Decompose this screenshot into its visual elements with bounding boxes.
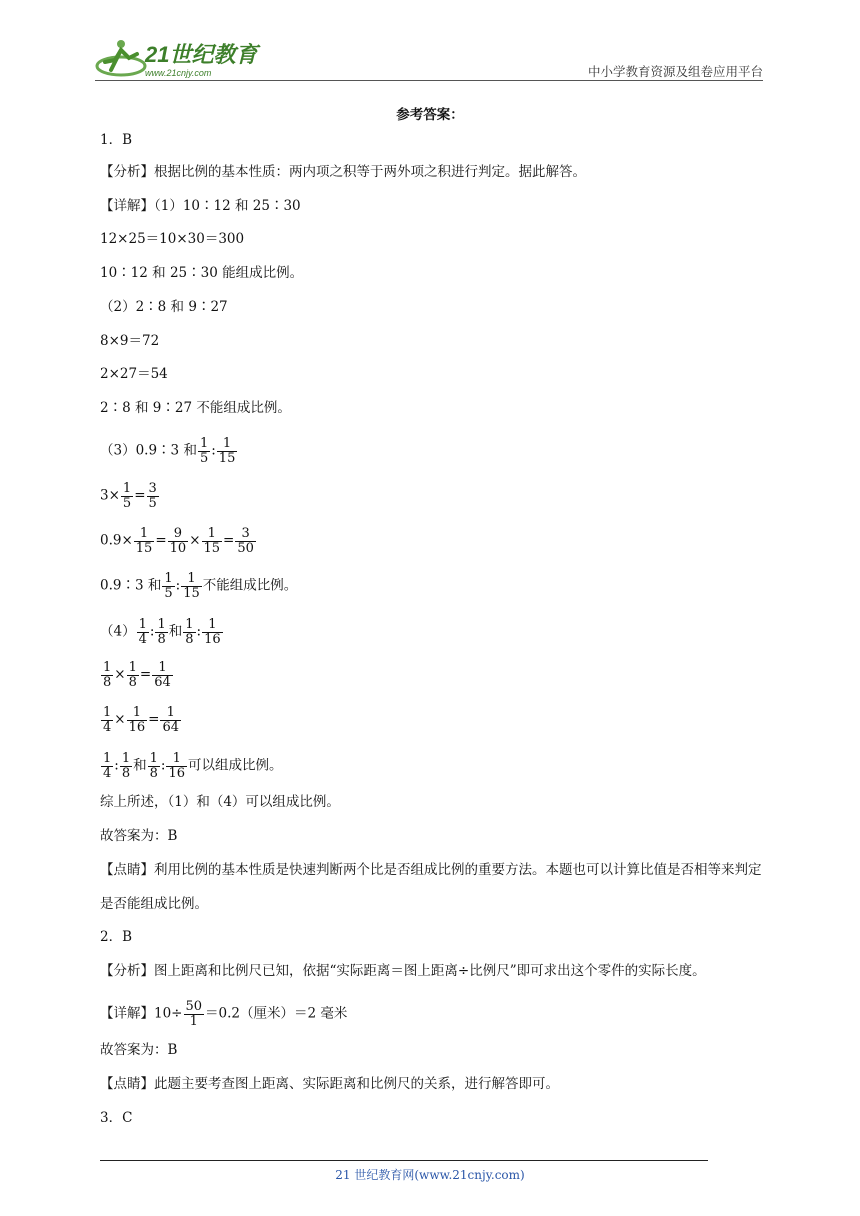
result-suffix: 可以组成比例。 [188,757,283,774]
detail-suffix: ＝0.2（厘米）＝2 毫米 [205,1005,348,1022]
q1-part4-result: $\frac{1}{4}$ : $\frac{1}{8}$ 和 $\frac{1}{8}$ : $\frac{1}{16}$ 可以组成比例。 [103,751,283,781]
part3-label: （3）0.9∶3 和 [100,442,197,459]
fraction: $\frac{1}{8}$ [103,660,112,690]
q1-calc-2: 10∶12 和 25∶30 能组成比例。 [100,265,304,281]
fraction: $\frac{1}{8}$ [185,617,194,647]
fraction: $\frac{1}{4}$ [138,617,147,647]
and-word: 和 [133,757,147,774]
q1-part3-calc-1: 3× $\frac{1}{5}$ = $\frac{3}{5}$ [100,481,157,511]
fraction: $\frac{1}{5}$ [199,436,209,466]
fraction: $\frac{1}{64}$ [154,660,171,690]
q1-part3-result: 0.9∶3 和 $\frac{1}{5}$ : $\frac{1}{15}$ 不能组成比例。 [100,571,298,601]
q1-part3-calc-2: 0.9× $\frac{1}{15}$ = $\frac{9}{10}$ × $\frac{1}{15}$ = $\frac{3}{50}$ [100,526,254,556]
fraction: $\frac{1}{8}$ [128,660,137,690]
q1-summary: 综上所述，（1）和（4）可以组成比例。 [100,794,340,810]
q1-detail: 【详解】（1）10∶12 和 25∶30 [100,198,301,214]
fraction: $\frac{3}{50}$ [237,526,254,556]
detail-prefix: 【详解】10÷ [100,1005,183,1022]
svg-text:21世纪教育: 21世纪教育 [145,42,258,67]
q1-comment: 【点睛】利用比例的基本性质是快速判断两个比是否组成比例的重要方法。本题也可以计算比值是否相等来判定是否能组成比例。 [100,862,762,912]
fraction: $\frac{1}{4}$ [103,751,112,781]
q2-analysis: 【分析】图上距离和比例尺已知，依据“实际距离＝图上距离÷比例尺”即可求出这个零件的实际长度。 [100,963,706,979]
q1-calc-1: 12×25＝10×30＝300 [100,231,245,247]
fraction: $\frac{1}{15}$ [218,436,236,466]
result-suffix: 不能组成比例。 [202,577,298,594]
q1-part3: （3）0.9∶3 和 $\frac{1}{5}$ : $\frac{1}{15}$ [100,436,236,466]
fraction: $\frac{1}{15}$ [135,526,153,556]
fraction: $\frac{1}{64}$ [162,705,179,735]
q2-final: 故答案为：B [100,1042,178,1058]
page-title: 参考答案： [396,107,464,123]
q1-part4: （4） $\frac{1}{4}$ : $\frac{1}{8}$ 和 $\frac{1}{8}$ : $\frac{1}{16}$ [100,617,221,647]
header-divider [95,80,763,81]
fraction: $\frac{1}{8}$ [121,751,131,781]
q1-calc-5: 2∶8 和 9∶27 不能组成比例。 [100,400,291,416]
q1-part4-calc-2: $\frac{1}{4}$ × $\frac{1}{16}$ = $\frac{1}{64}$ [103,705,179,735]
fraction: $\frac{1}{5}$ [164,571,173,601]
q3-answer: 3．C [100,1110,133,1126]
q1-calc-4: 2×27＝54 [100,366,168,382]
fraction: $\frac{3}{5}$ [148,481,157,511]
fraction: $\frac{1}{15}$ [203,526,221,556]
fraction: $\frac{1}{15}$ [183,571,200,601]
page-header [95,30,763,80]
q1-answer: 1．B [100,132,133,148]
q1-part4-calc-1: $\frac{1}{8}$ × $\frac{1}{8}$ = $\frac{1}{64}$ [103,660,171,690]
q2-comment: 【点睛】此题主要考查图上距离、实际距离和比例尺的关系，进行解答即可。 [100,1076,559,1092]
q1-calc-3: 8×9＝72 [100,333,160,349]
fraction: $\frac{1}{8}$ [149,751,158,781]
svg-text:www.21cnjy.com: www.21cnjy.com [145,68,212,78]
result-prefix: 0.9∶3 和 [100,577,162,594]
fraction: $\frac{1}{16}$ [168,751,186,781]
fraction: $\frac{50}{1}$ [185,999,203,1029]
fraction: $\frac{1}{4}$ [103,705,112,735]
part4-label: （4） [100,623,136,640]
fraction: $\frac{1}{8}$ [157,617,166,647]
q2-answer: 2．B [100,929,133,945]
fraction: $\frac{1}{5}$ [122,481,132,511]
and-word: 和 [168,623,183,640]
q1-part2: （2）2∶8 和 9∶27 [100,299,228,315]
footer-divider [100,1160,708,1161]
platform-label: 中小学教育资源及组卷应用平台 [587,64,763,79]
fraction: $\frac{9}{10}$ [169,526,187,556]
footer-link[interactable]: 21 世纪教育网(www.21cnjy.com) [335,1168,525,1182]
q1-final: 故答案为：B [100,828,178,844]
fraction: $\frac{1}{16}$ [128,705,146,735]
q2-detail [100,1000,347,1028]
q1-analysis: 【分析】根据比例的基本性质：两内项之积等于两外项之积进行判定。据此解答。 [100,164,586,180]
site-logo [95,36,265,80]
fraction: $\frac{1}{16}$ [204,617,221,647]
